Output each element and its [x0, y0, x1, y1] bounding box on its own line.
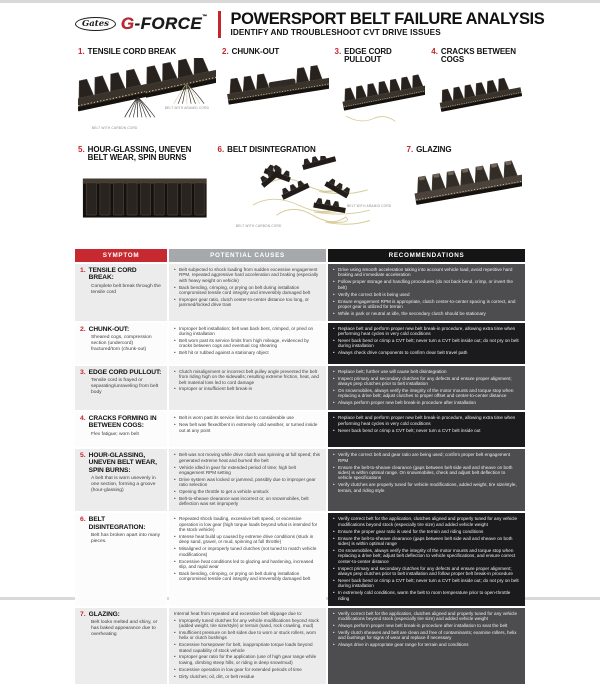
potential-causes-cell	[169, 513, 326, 605]
failure-card-heading	[335, 48, 426, 65]
recommendations-cell	[328, 412, 525, 447]
recommendation-item: • Inspect primary and secondary clutches for any defects and ensure proper alignment; always prep clutches prior to belt installation	[333, 376, 520, 387]
belt-graphic-disintegration	[218, 156, 401, 228]
symptom-title: BELT DISINTEGRATION:	[88, 516, 146, 531]
potential-causes-cell	[169, 608, 326, 684]
belt-caption: BELT WITH CARBON CORD	[235, 223, 282, 228]
recommendation-item: • Inspect primary and secondary clutches for any defects and ensure proper alignment; always prep clutches prior to belt installation and follow proper belt break-in procedure	[333, 566, 520, 577]
cause-item: • Excessive operation in low gear for extended periods of time	[174, 667, 321, 672]
symptom-cell	[75, 608, 167, 684]
recommendation-item: • Replace belt and perform proper new belt break-in procedure, allowing extra time when performing heat cycles in very cold conditions	[333, 415, 520, 426]
table-row-1	[75, 264, 525, 321]
recommendation-item: • On snowmobiles, always verify the integrity of the motor mounts and torque stop when replacing a drive belt; adjust clutches to proper offset and center-to-center distance	[333, 388, 520, 399]
failure-title: TENSILE CORD BREAK	[87, 47, 177, 56]
cause-item: • Belt-to-sheave clearance was incorrect or, on snowmobiles, belt deflection was set improperly	[174, 496, 321, 507]
symptom-cell	[75, 323, 167, 364]
cause-item: • Belt hit or rubbed against a stationary object	[174, 350, 321, 355]
belt-graphic-hourglass	[78, 165, 212, 237]
failure-title: BELT DISINTEGRATION	[227, 145, 316, 154]
recommendation-item: • Verify correct belt for the application, clutches aligned and properly tuned for any vehicle modifications beyond stock (especially tire size) and added vehicle weight	[333, 611, 520, 622]
recommendation-item: • Verify correct belt for the application, clutches aligned and properly tuned for any vehicle modifications beyond stock (especially tire size) and added vehicle weight	[333, 516, 520, 527]
recommendation-item: • Ensure the belt-to-sheave clearance (gaps between belt side wall and sheave on both sides) is within optimal range	[333, 536, 520, 547]
symptom-title: TENSILE CORD BREAK:	[88, 267, 137, 282]
table-header	[75, 249, 525, 262]
cause-item: • Repeated shock loading, excessive belt speed, or excessive operation in low gear (high torque loads beyond what is intended for the stock vehicle)	[174, 516, 321, 532]
belt-illustration	[78, 165, 212, 237]
causes-list	[174, 618, 321, 680]
recommendations-cell	[328, 608, 525, 684]
failure-table	[75, 249, 525, 684]
failure-number: 7.	[406, 145, 414, 154]
recommendations-list	[333, 611, 520, 648]
page-title: POWERSPORT BELT FAILURE ANALYSIS	[230, 9, 545, 28]
symptom-description: Belt looks melted and shiny, or has baked appearance due to overheating	[91, 619, 158, 638]
symptom-cell	[75, 449, 167, 511]
recommendations-list	[333, 516, 520, 601]
cause-item: • Belt subjected to shock loading from sudden excessive engagement RPM, repeated aggressive hard acceleration and braking (especially with heavy weight on vehicle)	[174, 267, 321, 283]
table-row-3	[75, 366, 525, 410]
recommendation-item: • Never back bend or crimp a CVT belt; never turn a CVT belt inside out	[333, 428, 520, 433]
recommendations-cell	[328, 449, 525, 511]
failure-cards-row-1	[75, 48, 525, 146]
header-divider	[218, 11, 221, 38]
failure-card-heading	[431, 48, 522, 65]
recommendation-item: • Verify clutches are properly tuned for vehicle modifications, added weight, tire size/style, terrain, and riding style	[333, 482, 520, 493]
recommendation-item: • In extremely cold conditions, warm the belt to room temperature prior to open-throttle riding	[333, 590, 520, 601]
failure-card-heading	[78, 146, 212, 163]
recommendation-item: • Always perform proper new belt break-in procedure after installation	[333, 400, 520, 405]
recommendation-item: • Never back bend or crimp a CVT belt; never turn a CVT belt inside out; do not pry on belt during installation	[333, 578, 520, 589]
symptom-description: Sheared cogs, compression section (undercord) fractured/torn (chunk-out)	[91, 335, 152, 353]
recommendations-list	[333, 369, 520, 406]
recommendation-item: • Always drive in appropriate gear range for terrain and conditions	[333, 642, 520, 647]
causes-list	[174, 369, 321, 392]
recommendation-item: • Drive using smooth acceleration taking into account vehicle load, avoid repetitive hard braking and immediate acceleration	[333, 267, 520, 278]
cause-item: • Improper belt installation; belt was back bent, crimped, or pried on during installation	[174, 326, 321, 337]
failure-number: 4.	[431, 47, 438, 56]
failure-title: GLAZING	[416, 145, 452, 154]
symptom-description: Belt has broken apart into many pieces.	[91, 532, 161, 544]
belt-illustration	[431, 67, 522, 139]
recommendations-cell	[328, 366, 525, 410]
symptom-title: HOUR-GLASSING, UNEVEN BELT WEAR, SPIN BURNS:	[88, 452, 157, 474]
belt-illustration	[218, 156, 401, 228]
symptom-number: 7.	[80, 610, 86, 618]
recommendation-item: • Verify the correct belt and gear ratio are being used; confirm proper belt engagement RPM	[333, 452, 520, 463]
symptom-description: Tensile cord is frayed or separating/unraveling from belt body	[91, 378, 159, 396]
belt-graphic-break	[78, 58, 216, 130]
failure-number: 1.	[78, 47, 85, 56]
gforce-logo-g: G	[120, 14, 135, 33]
recommendation-item: • Replace belt; further use will cause belt disintegration	[333, 369, 520, 374]
page-subtitle: IDENTIFY AND TROUBLESHOOT CVT DRIVE ISSUES	[230, 28, 441, 38]
failure-card-4	[428, 48, 525, 146]
failure-number: 2.	[222, 47, 229, 56]
recommendations-list	[333, 452, 520, 493]
table-row-2	[75, 323, 525, 364]
belt-illustration	[335, 67, 426, 139]
recommendation-item: • Ensure the belt-to-sheave clearance (gaps between belt side wall and sheave on both sides) is within optimal range. On snowmobiles, check and adjust belt deflection to vehicle specifications	[333, 465, 520, 481]
failure-card-heading	[407, 146, 523, 154]
recommendations-cell	[328, 323, 525, 364]
symptom-title: EDGE CORD PULLOUT:	[88, 368, 162, 376]
failure-number: 3.	[334, 47, 342, 56]
recommendation-item: • Verify the correct belt is being used	[333, 292, 520, 297]
table-row-7	[75, 608, 525, 684]
belt-caption: BELT WITH ARAMID CORD	[347, 204, 392, 209]
causes-list	[174, 267, 321, 308]
gates-logo: Gates	[75, 17, 116, 31]
gforce-logo	[121, 14, 208, 34]
symptom-title: CHUNK-OUT:	[88, 325, 130, 333]
cause-item: • Improper gear ratio for the application (use of high gear range while towing, climbing steep hills, or riding in deep snow/mud)	[174, 654, 321, 665]
failure-card-6	[215, 146, 404, 244]
symptom-number: 6.	[80, 516, 86, 524]
potential-causes-cell	[169, 449, 326, 511]
belt-graphic-pullout	[335, 67, 426, 139]
belt-illustration	[407, 156, 523, 228]
symptom-number: 2.	[80, 325, 86, 333]
cause-item: • Insufficient pressure on belt sides due to worn or stuck rollers, worn helix or clutch bushings	[174, 630, 321, 641]
recommendations-cell	[328, 513, 525, 605]
causes-intro: Internal heat from repeated and excessive belt slippage due to:	[174, 610, 303, 616]
causes-list	[174, 415, 321, 433]
cause-item: • Dirty clutches; oil, dirt, or belt residue	[174, 674, 321, 679]
failure-title: HOUR-GLASSING, UNEVEN BELT WEAR, SPIN BURNS	[87, 145, 192, 163]
failure-card-7	[404, 146, 526, 244]
belt-caption: BELT WITH ARAMID CORD	[164, 106, 210, 111]
symptom-number: 5.	[80, 452, 86, 460]
failure-card-heading	[222, 48, 329, 56]
cause-item: • Drive system was locked or jammed, possibly due to improper gear ratio selection	[174, 477, 321, 488]
recommendation-item: • Replace belt and perform proper new belt break-in procedure, allowing extra time when performing heat cycles in very cold conditions	[333, 326, 520, 337]
cause-item: • Improper gear ratio, clutch center-to-center distance too long, or jammed/locked drive train	[174, 297, 321, 308]
column-header-recommendations: RECOMMENDATIONS	[328, 249, 525, 262]
cause-item: • New belt was flexed/bent in extremely cold weather, or turned inside out at any point	[174, 422, 321, 433]
gforce-logo-rest: -FORCE	[134, 14, 203, 33]
recommendation-item: • Never back bend or crimp a CVT belt; never turn a CVT belt inside out; do not pry on belt during installation	[333, 338, 520, 349]
trademark-symbol: ™	[202, 14, 208, 20]
potential-causes-cell	[169, 412, 326, 447]
symptom-cell	[75, 412, 167, 447]
recommendations-cell	[328, 264, 525, 321]
recommendations-list	[333, 267, 520, 316]
symptom-description: A belt that is worn unevenly in one section, forming a groove (hour-glassing)	[91, 475, 156, 494]
cause-item: • Intense heat build up caused by extreme drive conditions (stuck in deep sand, gravel, or mud, spinning at full throttle)	[174, 534, 321, 545]
table-body	[75, 264, 525, 684]
cause-item: • Excessive horsepower for belt, inappropriate torque loads beyond stated capability of stock vehicle	[174, 642, 321, 653]
failure-cards	[75, 48, 525, 244]
recommendation-item: • Ensure the proper gear ratio is used for the terrain and riding conditions	[333, 529, 520, 534]
recommendation-item: • While in park or neutral at idle, the secondary clutch should be stationary	[333, 311, 520, 316]
belt-graphic-glazing	[407, 156, 523, 228]
causes-list	[174, 452, 321, 507]
symptom-number: 3.	[80, 368, 86, 376]
symptom-description: Flex fatigue; worn belt	[91, 431, 139, 437]
cause-item: • Improper or insufficient belt break-in	[174, 386, 321, 391]
failure-card-5	[75, 146, 215, 244]
title-block	[230, 11, 544, 38]
symptom-number: 4.	[80, 415, 86, 423]
belt-illustration	[78, 58, 216, 130]
belt-illustration	[222, 58, 329, 130]
failure-card-heading	[218, 146, 401, 154]
table-row-6	[75, 513, 525, 605]
recommendations-list	[333, 326, 520, 356]
failure-cards-row-2	[75, 146, 525, 244]
failure-title: EDGE CORD PULLOUT	[344, 47, 392, 65]
failure-card-2	[219, 48, 332, 146]
causes-list	[174, 326, 321, 356]
poster-top-edge	[0, 0, 600, 3]
cause-item: • Vehicle idled in gear for extended period of time; high belt engagement RPM setting	[174, 465, 321, 476]
symptom-title: CRACKS FORMING IN BETWEEN COGS:	[88, 415, 157, 430]
cause-item: • Back bending, crimping, or prying on belt during installation compromised tensile cord integrity and irreversibly damaged belt	[174, 571, 321, 582]
failure-title: CRACKS BETWEEN COGS	[440, 47, 516, 65]
failure-card-1	[75, 48, 219, 146]
recommendation-item: • Always perform proper new belt break-in procedure after installation to seat the belt	[333, 623, 520, 628]
recommendations-list	[333, 415, 520, 433]
recommendation-item: • Follow proper storage and handling procedures (do not back bend, crimp, or invert the belt)	[333, 279, 520, 290]
belt-graphic-chunk	[222, 58, 329, 130]
cause-item: • Belt is worn past its service limit due to considerable use	[174, 415, 321, 420]
symptom-cell	[75, 513, 167, 605]
failure-number: 5.	[78, 145, 85, 154]
failure-card-heading	[78, 48, 216, 56]
recommendation-item: • Always check drive components to confirm clear belt travel path	[333, 350, 520, 355]
recommendation-item: • On snowmobiles, always verify the integrity of the motor mounts and torque stop when replacing a drive belt; adjust belt deflection to vehicle specifications, and ensure correct center-to-center distance	[333, 548, 520, 564]
symptom-title: GLAZING:	[88, 610, 120, 618]
cause-item: • Belt worn past its service limits from high mileage, evidenced by cracks between cogs and eventual cog shearing	[174, 338, 321, 349]
cause-item: • Excessive heat conditions led to glazing and hardening, increased slip, and rapid wear	[174, 559, 321, 570]
cause-item: • Belt was not moving while drive clutch was spinning at full speed; this generated extreme heat and burned the belt	[174, 452, 321, 463]
symptom-cell	[75, 366, 167, 410]
header	[75, 6, 545, 42]
cause-item: • Misaligned or improperly tuned clutches (not tuned to match vehicle modifications)	[174, 546, 321, 557]
cause-item: • Clutch misalignment or incorrect belt pulley angle prevented the belt from riding high on the sidewalls; resulting extreme friction, heat, and belt material loss led to cord damage	[174, 369, 321, 385]
belt-graphic-cracks	[431, 67, 522, 139]
column-header-potential-causes: POTENTIAL CAUSES	[169, 249, 326, 262]
table-row-4	[75, 412, 525, 447]
failure-title: CHUNK-OUT	[231, 47, 280, 56]
table-row-5	[75, 449, 525, 511]
causes-list	[174, 516, 321, 581]
potential-causes-cell	[169, 366, 326, 410]
potential-causes-cell	[169, 323, 326, 364]
column-header-symptom: SYMPTOM	[75, 249, 167, 262]
belt-caption: BELT WITH CARBON CORD	[91, 125, 138, 130]
symptom-number: 1.	[80, 267, 86, 274]
cause-item: • Back bending, crimping, or prying on belt during installation compromised tensile cord integrity and irreversibly damaged belt	[174, 285, 321, 296]
symptom-cell	[75, 264, 167, 321]
failure-number: 6.	[217, 145, 225, 154]
cause-item: • Improperly tuned clutches for any vehicle modifications beyond stock (added weight, tire size/style) or terrain (sand, rock crawling, mud)	[174, 618, 321, 629]
poster	[75, 6, 545, 684]
failure-card-3	[332, 48, 429, 146]
recommendation-item: • Ensure engagement RPM is appropriate, clutch center-to-center spacing is correct, and proper gear is utilized for terrain	[333, 299, 520, 310]
cause-item: • Opening the throttle to get a vehicle unstuck	[174, 489, 321, 494]
symptom-description: Complete belt break through the tensile cord	[91, 283, 161, 295]
potential-causes-cell	[169, 264, 326, 321]
recommendation-item: • Verify clutch sheaves and belt are clean and free of contaminants; examine rollers, helix and bushings for signs of wear and replace if necessary	[333, 630, 520, 641]
